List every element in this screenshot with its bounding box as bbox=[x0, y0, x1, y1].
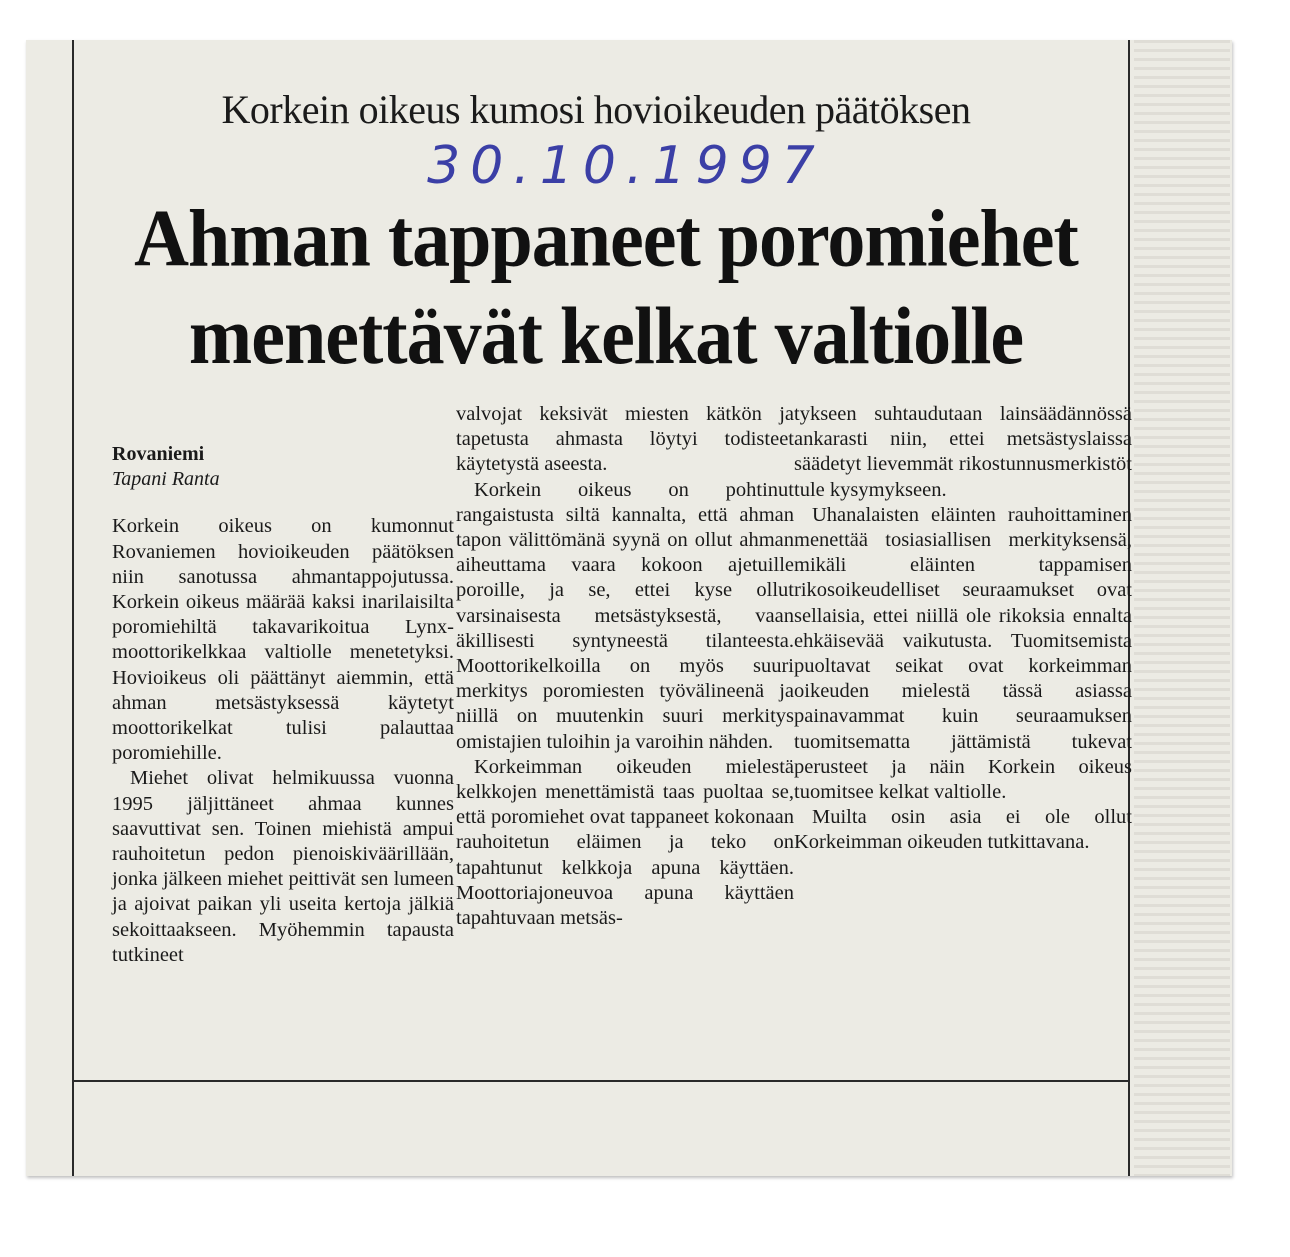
paragraph: Muilta osin asia ei ole ollut Korkeimman oikeuden tutkittavana. bbox=[794, 806, 1132, 854]
paragraph: Korkein oikeus on pohtinut rangaistusta siltä kannalta, että ahman tapon välittömänä syynä on ollut ahman aiheuttama vaara kokoon ajetuille poroille, ja se, ettei kyse ollut varsinaisesta metsästyksestä, vaan äkillisesti syntyneestä tilanteesta. Moottorikelkoilla on myös suuri merkitys poromiesten työvälineenä ja niillä on muutenkin suuri merkitys omistajien tuloihin ja varoihin nähden. bbox=[456, 478, 794, 753]
paragraph: Miehet olivat helmikuussa vuonna 1995 jäljittäneet ahmaa kunnes saavuttivat sen. Toinen miehistä ampui rauhoitetun pedon pienoiskiväärillään, jonka jälkeen miehet peittivät sen lumeen ja ajoivat paikan yli useita kertoja jälkiä sekoittaakseen. Myöhemmin tapausta tutkineet bbox=[112, 767, 454, 966]
article-headline bbox=[86, 190, 1126, 384]
text-column-3 bbox=[794, 402, 1132, 856]
paragraph: tykseen suhtaudutaan lainsäädännössä ankarasti niin, ettei metsästyslaissa säädetyt lievemmät rikostunnusmerkistöt tule kysymykseen. bbox=[794, 403, 1132, 501]
dateline: Rovaniemi bbox=[112, 443, 205, 465]
newspaper-clipping bbox=[26, 40, 1232, 1176]
paragraph: Uhanalaisten eläinten rauhoittaminen menettää tosiasiallisen merkityksensä, mikäli eläinten tappamisen rikosoikeudelliset seuraamukset ovat sellaisia, ettei niillä ole rikoksia ennalta ehkäisevää vaikutusta. Tuomitsemista puoltavat seikat ovat korkeimman oikeuden mielestä tässä asiassa painavammat kuin seuraamuksen tuomitsematta jättämistä tukevat perusteet ja näin Korkein oikeus tuomitsee kelkat valtiolle. bbox=[794, 503, 1132, 804]
headline-line-2: menettävät kelkat valtiolle bbox=[188, 290, 1024, 382]
headline-line-1: Ahman tappaneet poromiehet bbox=[134, 193, 1078, 284]
column-rule-bottom bbox=[72, 1080, 1130, 1082]
handwritten-date: 30.10.1997 bbox=[427, 136, 825, 196]
paragraph: Korkeimman oikeuden mielestä kelkkojen menettämistä taas puoltaa se, että poromiehet ovat tappaneet kokonaan rauhoitetun eläimen ja teko on tapahtunut kelkkoja apuna käyttäen. Moottoriajoneuvoa apuna käyttäen tapahtuvaan metsäs- bbox=[456, 755, 794, 930]
column-rule-left bbox=[72, 40, 74, 1176]
byline: Tapani Ranta bbox=[112, 468, 220, 491]
paragraph: Korkein oikeus on kumonnut Rovaniemen hovioikeuden päätöksen niin sanotussa ahmantappojutussa. Korkein oikeus määrää kaksi inarilaisilta poromiehiltä takavarikoitua Lynx-moottorikelkkaa valtiolle menetetyksi. Hovioikeus oli päättänyt aiemmin, että ahman metsästyksessä käytetyt moottorikelkat tulisi palauttaa poromiehille. bbox=[112, 515, 454, 765]
text-column-2 bbox=[456, 402, 794, 931]
article-kicker: Korkein oikeus kumosi hovioikeuden päätöksen bbox=[221, 87, 971, 132]
text-column-1 bbox=[112, 442, 454, 968]
paragraph: valvojat keksivät miesten kätkön ja tapetusta ahmasta löytyi todisteet käytetystä aseesta. bbox=[456, 403, 794, 476]
adjacent-column-edge bbox=[1134, 40, 1230, 1176]
